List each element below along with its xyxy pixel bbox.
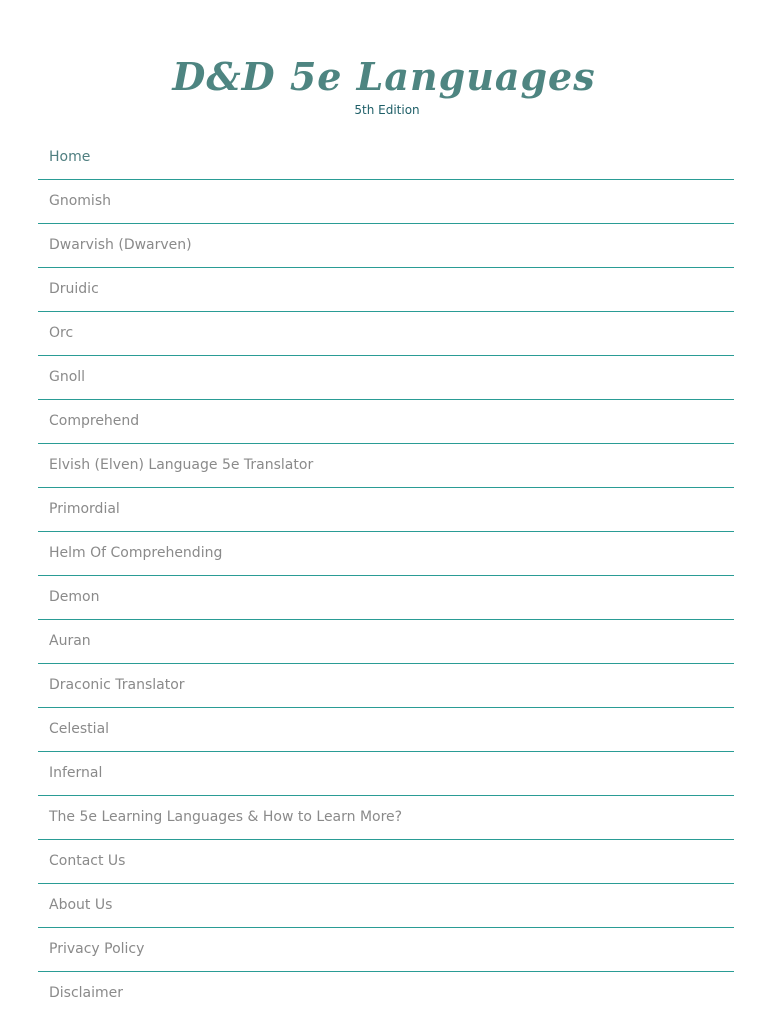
- nav-item-celestial: [38, 708, 734, 752]
- nav-item-orc: [38, 312, 734, 356]
- nav-link-dwarvish[interactable]: Dwarvish (Dwarven): [49, 237, 192, 253]
- nav-link-infernal[interactable]: Infernal: [49, 765, 103, 781]
- nav-link-demon[interactable]: Demon: [49, 589, 100, 605]
- nav-link-privacy-policy[interactable]: Privacy Policy: [49, 941, 145, 957]
- nav-item-primordial: [38, 488, 734, 532]
- nav-item-home: [38, 136, 734, 180]
- nav-item-privacy-policy: [38, 928, 734, 972]
- main-navigation-menu: [38, 136, 734, 1015]
- nav-item-learning-languages: [38, 796, 734, 840]
- nav-item-demon: [38, 576, 734, 620]
- nav-item-disclaimer: [38, 972, 734, 1015]
- nav-link-about-us[interactable]: About Us: [49, 897, 113, 913]
- nav-link-druidic[interactable]: Druidic: [49, 281, 99, 297]
- site-title-link[interactable]: D&D 5e Languages: [172, 54, 596, 99]
- site-header: [0, 52, 768, 117]
- nav-link-helm-of-comprehending[interactable]: Helm Of Comprehending: [49, 545, 223, 561]
- nav-item-helm-of-comprehending: [38, 532, 734, 576]
- nav-link-gnoll[interactable]: Gnoll: [49, 369, 86, 385]
- nav-item-infernal: [38, 752, 734, 796]
- site-tagline: 5th Edition: [354, 103, 420, 117]
- nav-link-primordial[interactable]: Primordial: [49, 501, 120, 517]
- nav-link-orc[interactable]: Orc: [49, 325, 74, 341]
- nav-item-gnoll: [38, 356, 734, 400]
- nav-link-learning-languages[interactable]: The 5e Learning Languages & How to Learn More?: [49, 809, 403, 825]
- nav-link-draconic[interactable]: Draconic Translator: [49, 677, 185, 693]
- nav-link-elvish[interactable]: Elvish (Elven) Language 5e Translator: [49, 457, 314, 473]
- nav-item-comprehend: [38, 400, 734, 444]
- nav-link-contact-us[interactable]: Contact Us: [49, 853, 126, 869]
- nav-item-elvish: [38, 444, 734, 488]
- nav-item-auran: [38, 620, 734, 664]
- nav-item-gnomish: [38, 180, 734, 224]
- nav-item-druidic: [38, 268, 734, 312]
- nav-link-celestial[interactable]: Celestial: [49, 721, 110, 737]
- nav-item-dwarvish: [38, 224, 734, 268]
- nav-link-gnomish[interactable]: Gnomish: [49, 193, 111, 209]
- nav-item-draconic: [38, 664, 734, 708]
- nav-item-contact-us: [38, 840, 734, 884]
- nav-link-home[interactable]: Home: [49, 149, 91, 165]
- nav-item-about-us: [38, 884, 734, 928]
- nav-link-comprehend[interactable]: Comprehend: [49, 413, 140, 429]
- nav-link-auran[interactable]: Auran: [49, 633, 91, 649]
- nav-link-disclaimer[interactable]: Disclaimer: [49, 985, 124, 1001]
